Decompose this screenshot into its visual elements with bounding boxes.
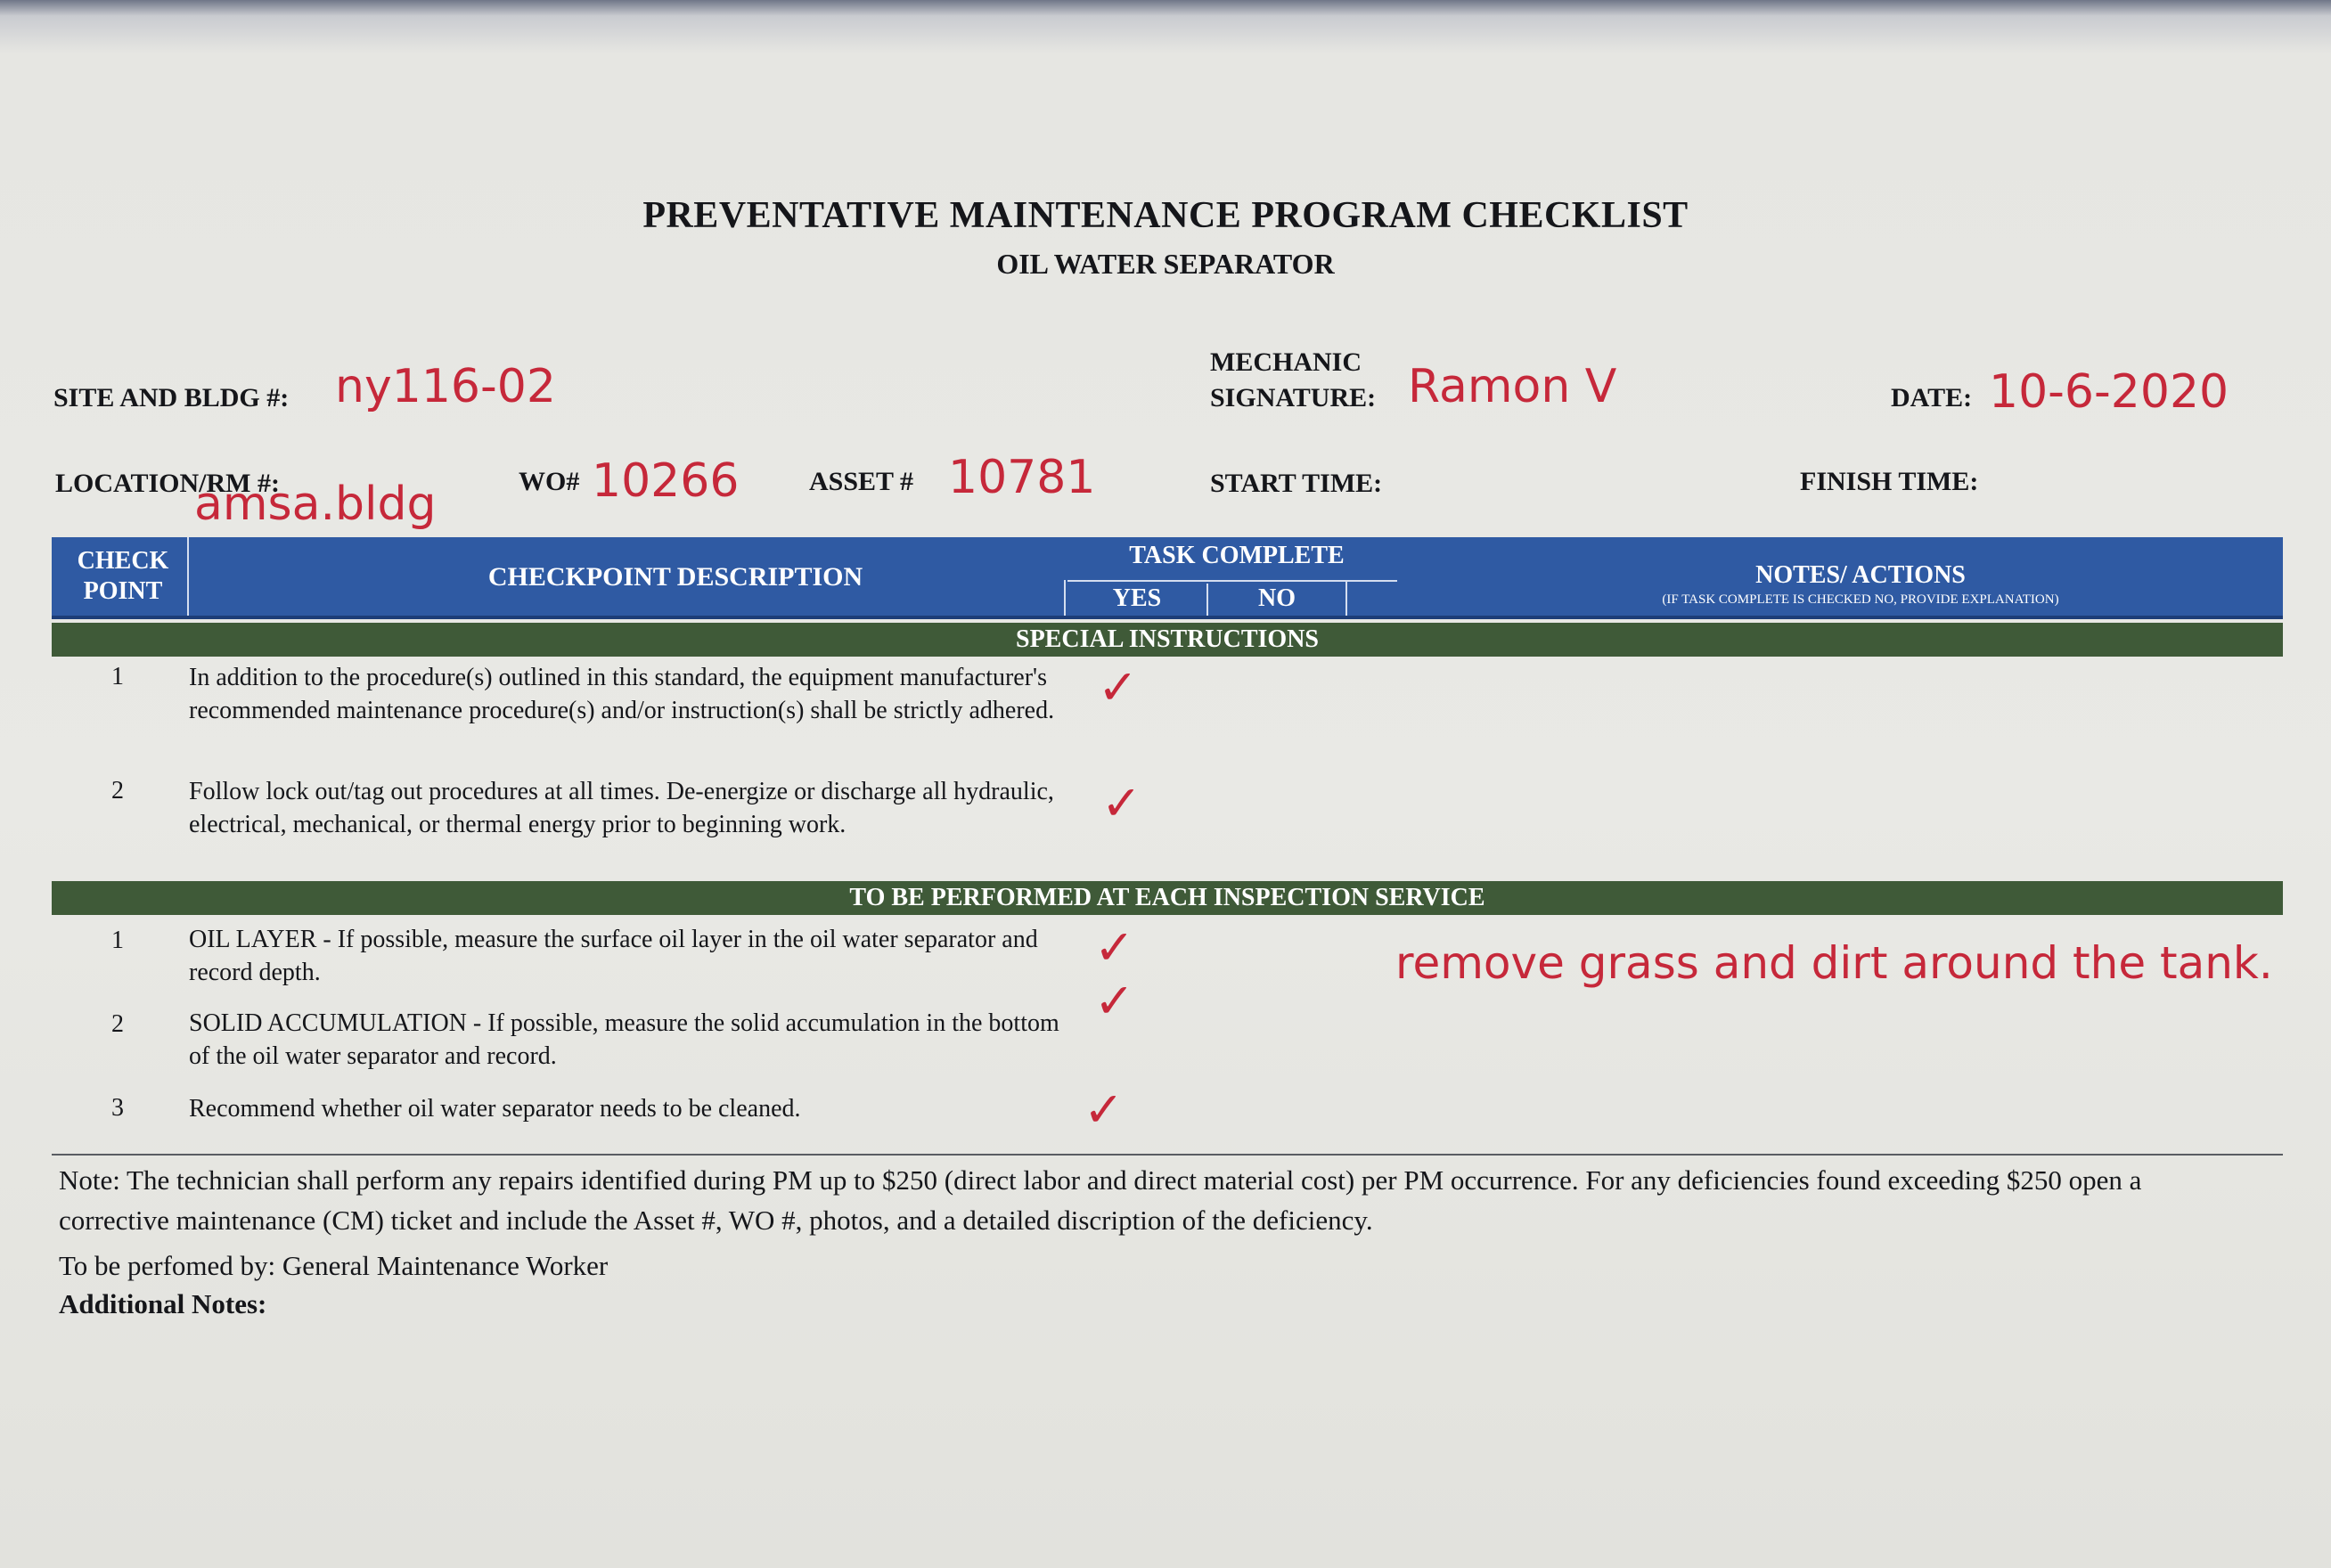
row-number: 2 <box>111 777 124 804</box>
notes-actions-value[interactable]: remove grass and dirt around the tank. <box>1395 937 2273 989</box>
site-value[interactable]: ny116-02 <box>335 360 556 413</box>
wo-value[interactable]: 10266 <box>592 454 740 508</box>
location-value[interactable]: amsa.bldg <box>194 478 437 531</box>
location-label: LOCATION/RM #: <box>55 469 280 498</box>
start-time-label: START TIME: <box>1210 469 1383 498</box>
wo-label: WO# <box>519 467 580 496</box>
row-description: OIL LAYER - If possible, measure the surface oil layer in the oil water separator and record depth. <box>189 926 1038 986</box>
mechanic-label: MECHANIC <box>1210 347 1362 377</box>
yes-checkmark-icon[interactable]: ✓ <box>1098 659 1139 715</box>
site-label: SITE AND BLDG #: <box>53 383 290 412</box>
document-subtitle: OIL WATER SEPARATOR <box>996 248 1335 280</box>
row-description: Recommend whether oil water separator needs to be cleaned. <box>189 1095 801 1123</box>
table-header <box>52 537 2283 619</box>
row-description: Follow lock out/tag out procedures at all times. De-energize or discharge all hydraulic, electrical, mechanical, or thermal energy prior to beginning work. <box>189 778 1054 838</box>
additional-notes-label: Additional Notes: <box>59 1288 267 1319</box>
yes-checkmark-icon[interactable]: ✓ <box>1094 919 1135 976</box>
document-title: PREVENTATIVE MAINTENANCE PROGRAM CHECKLIST <box>642 195 1689 236</box>
performed-by: To be perfomed by: General Maintenance Worker <box>59 1250 609 1281</box>
row-number: 1 <box>111 663 124 690</box>
row-number: 3 <box>111 1094 124 1122</box>
no-header: NO <box>1258 584 1296 612</box>
mechanic-signature-value[interactable]: Ramon V <box>1408 360 1617 413</box>
row-description: In addition to the procedure(s) outlined in this standard, the equipment manufacturer's recommended maintenance procedure(s) and/or instruction(s) shall be strictly adhered. <box>189 664 1055 724</box>
finish-time-label: FINISH TIME: <box>1800 467 1979 496</box>
asset-label: ASSET # <box>809 467 914 496</box>
section-bar-inspection-service: TO BE PERFORMED AT EACH INSPECTION SERVICE <box>52 881 2283 915</box>
yes-checkmark-icon[interactable]: ✓ <box>1084 1082 1125 1138</box>
row-description: SOLID ACCUMULATION - If possible, measure the solid accumulation in the bottom of the oil water separator and record. <box>189 1009 1059 1070</box>
notes-header: NOTES/ ACTIONS <box>1755 561 1966 589</box>
row-number: 1 <box>111 927 124 954</box>
asset-value[interactable]: 10781 <box>948 451 1096 504</box>
date-label: DATE: <box>1891 383 1973 412</box>
footer-note: Note: The technician shall perform any repairs identified during PM up to $250 (direct labor and direct material cost) per PM occurrence. For any deficiencies found exceeding $250 open a corrective maintenance (CM) ticket and include the Asset #, WO #, photos, and a detailed discription of the deficiency. <box>59 1164 2142 1236</box>
date-value[interactable]: 10-6-2020 <box>1989 365 2229 419</box>
check-point-header: CHECK POINT <box>77 547 169 605</box>
notes-subheader: (IF TASK COMPLETE IS CHECKED NO, PROVIDE EXPLANATION) <box>1662 592 2059 607</box>
yes-header: YES <box>1112 584 1162 612</box>
task-complete-header: TASK COMPLETE <box>1129 542 1345 569</box>
yes-checkmark-icon[interactable]: ✓ <box>1101 775 1142 831</box>
section-bar-special-instructions: SPECIAL INSTRUCTIONS <box>52 623 2283 657</box>
yes-checkmark-icon[interactable]: ✓ <box>1094 973 1135 1029</box>
row-number: 2 <box>111 1010 124 1038</box>
signature-label: SIGNATURE: <box>1210 383 1377 412</box>
description-header: CHECKPOINT DESCRIPTION <box>487 562 863 592</box>
footer-divider <box>52 1154 2283 1156</box>
